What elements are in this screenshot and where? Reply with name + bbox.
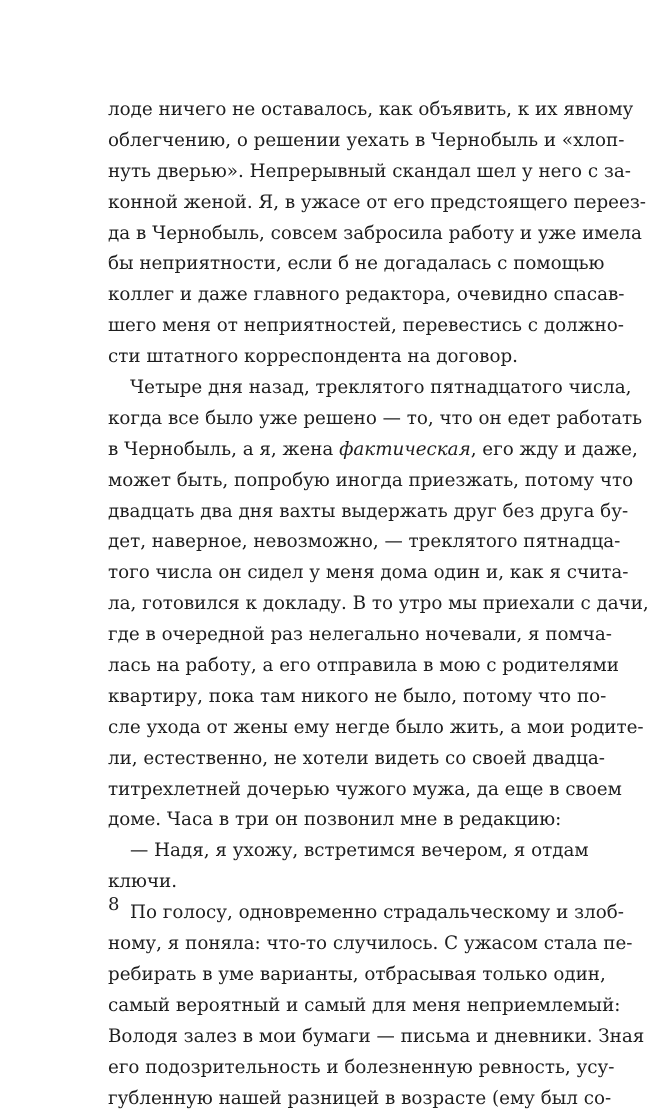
- text-line-7: коллег и даже главного редактора, очевидно спасав-: [108, 280, 538, 311]
- emphasized-word: фактическая: [339, 439, 471, 460]
- text-line-31: Володя залез в мои бумаги — письма и дневники. Зная: [108, 1022, 538, 1053]
- text-line-5: да в Чернобыль, совсем забросила работу и уже имела: [108, 219, 538, 250]
- text-line-8: шего меня от неприятностей, перевестись с должно-: [108, 311, 538, 342]
- text-line-23: титрехлетней дочерью чужого мужа, да еще в своем: [108, 775, 538, 806]
- text-line-25: — Надя, я ухожу, встретимся вечером, я отдам: [108, 836, 538, 867]
- text-line-6: бы неприятности, если б не догадалась с помощью: [108, 249, 538, 280]
- text-line-9: сти штатного корреспондента на договор.: [108, 342, 538, 373]
- text-line-12-start: в Чернобыль, а я, жена: [108, 439, 339, 460]
- text-line-13: может быть, попробую иногда приезжать, потому что: [108, 466, 538, 497]
- text-line-2: облегчению, о решении уехать в Чернобыль и «хлоп-: [108, 126, 538, 157]
- text-line-12-end: , его жду и даже,: [471, 439, 638, 460]
- text-line-32: его подозрительность и болезненную ревность, усу-: [108, 1053, 538, 1084]
- text-line-27: По голосу, одновременно страдальческому и злоб-: [108, 898, 538, 929]
- text-line-1: лоде ничего не оставалось, как объявить, к их явному: [108, 95, 538, 126]
- text-line-16: того числа он сидел у меня дома один и, как я счита-: [108, 558, 538, 589]
- text-line-3: нуть дверью». Непрерывный скандал шел у него с за-: [108, 157, 538, 188]
- text-line-20: квартиру, пока там никого не было, потому что по-: [108, 682, 538, 713]
- text-line-22: ли, естественно, не хотели видеть со своей двадца-: [108, 744, 538, 775]
- text-line-24: доме. Часа в три он позвонил мне в редакцию:: [108, 805, 538, 836]
- body-text: [108, 95, 538, 1114]
- text-line-14: двадцать два дня вахты выдержать друг без друга бу-: [108, 497, 538, 528]
- text-line-11: когда все было уже решено — то, что он едет работать: [108, 404, 538, 435]
- text-line-29: ребирать в уме варианты, отбрасывая только один,: [108, 960, 538, 991]
- text-line-18: где в очередной раз нелегально ночевали, я помча-: [108, 620, 538, 651]
- text-line-33: губленную нашей разницей в возрасте (ему был со-: [108, 1084, 538, 1114]
- text-line-21: сле ухода от жены ему негде было жить, а мои родите-: [108, 713, 538, 744]
- text-line-12: [108, 435, 538, 466]
- text-line-28: ному, я поняла: что-то случилось. С ужасом стала пе-: [108, 929, 538, 960]
- text-line-19: лась на работу, а его отправила в мою с родителями: [108, 651, 538, 682]
- text-line-26: ключи.: [108, 867, 538, 898]
- text-line-30: самый вероятный и самый для меня неприемлемый:: [108, 991, 538, 1022]
- page-number: 8: [108, 893, 119, 917]
- text-line-10: Четыре дня назад, треклятого пятнадцатого числа,: [108, 373, 538, 404]
- text-line-17: ла, готовился к докладу. В то утро мы приехали с дачи,: [108, 589, 538, 620]
- text-line-4: конной женой. Я, в ужасе от его предстоящего переез-: [108, 188, 538, 219]
- text-line-15: дет, наверное, невозможно, — треклятого пятнадца-: [108, 527, 538, 558]
